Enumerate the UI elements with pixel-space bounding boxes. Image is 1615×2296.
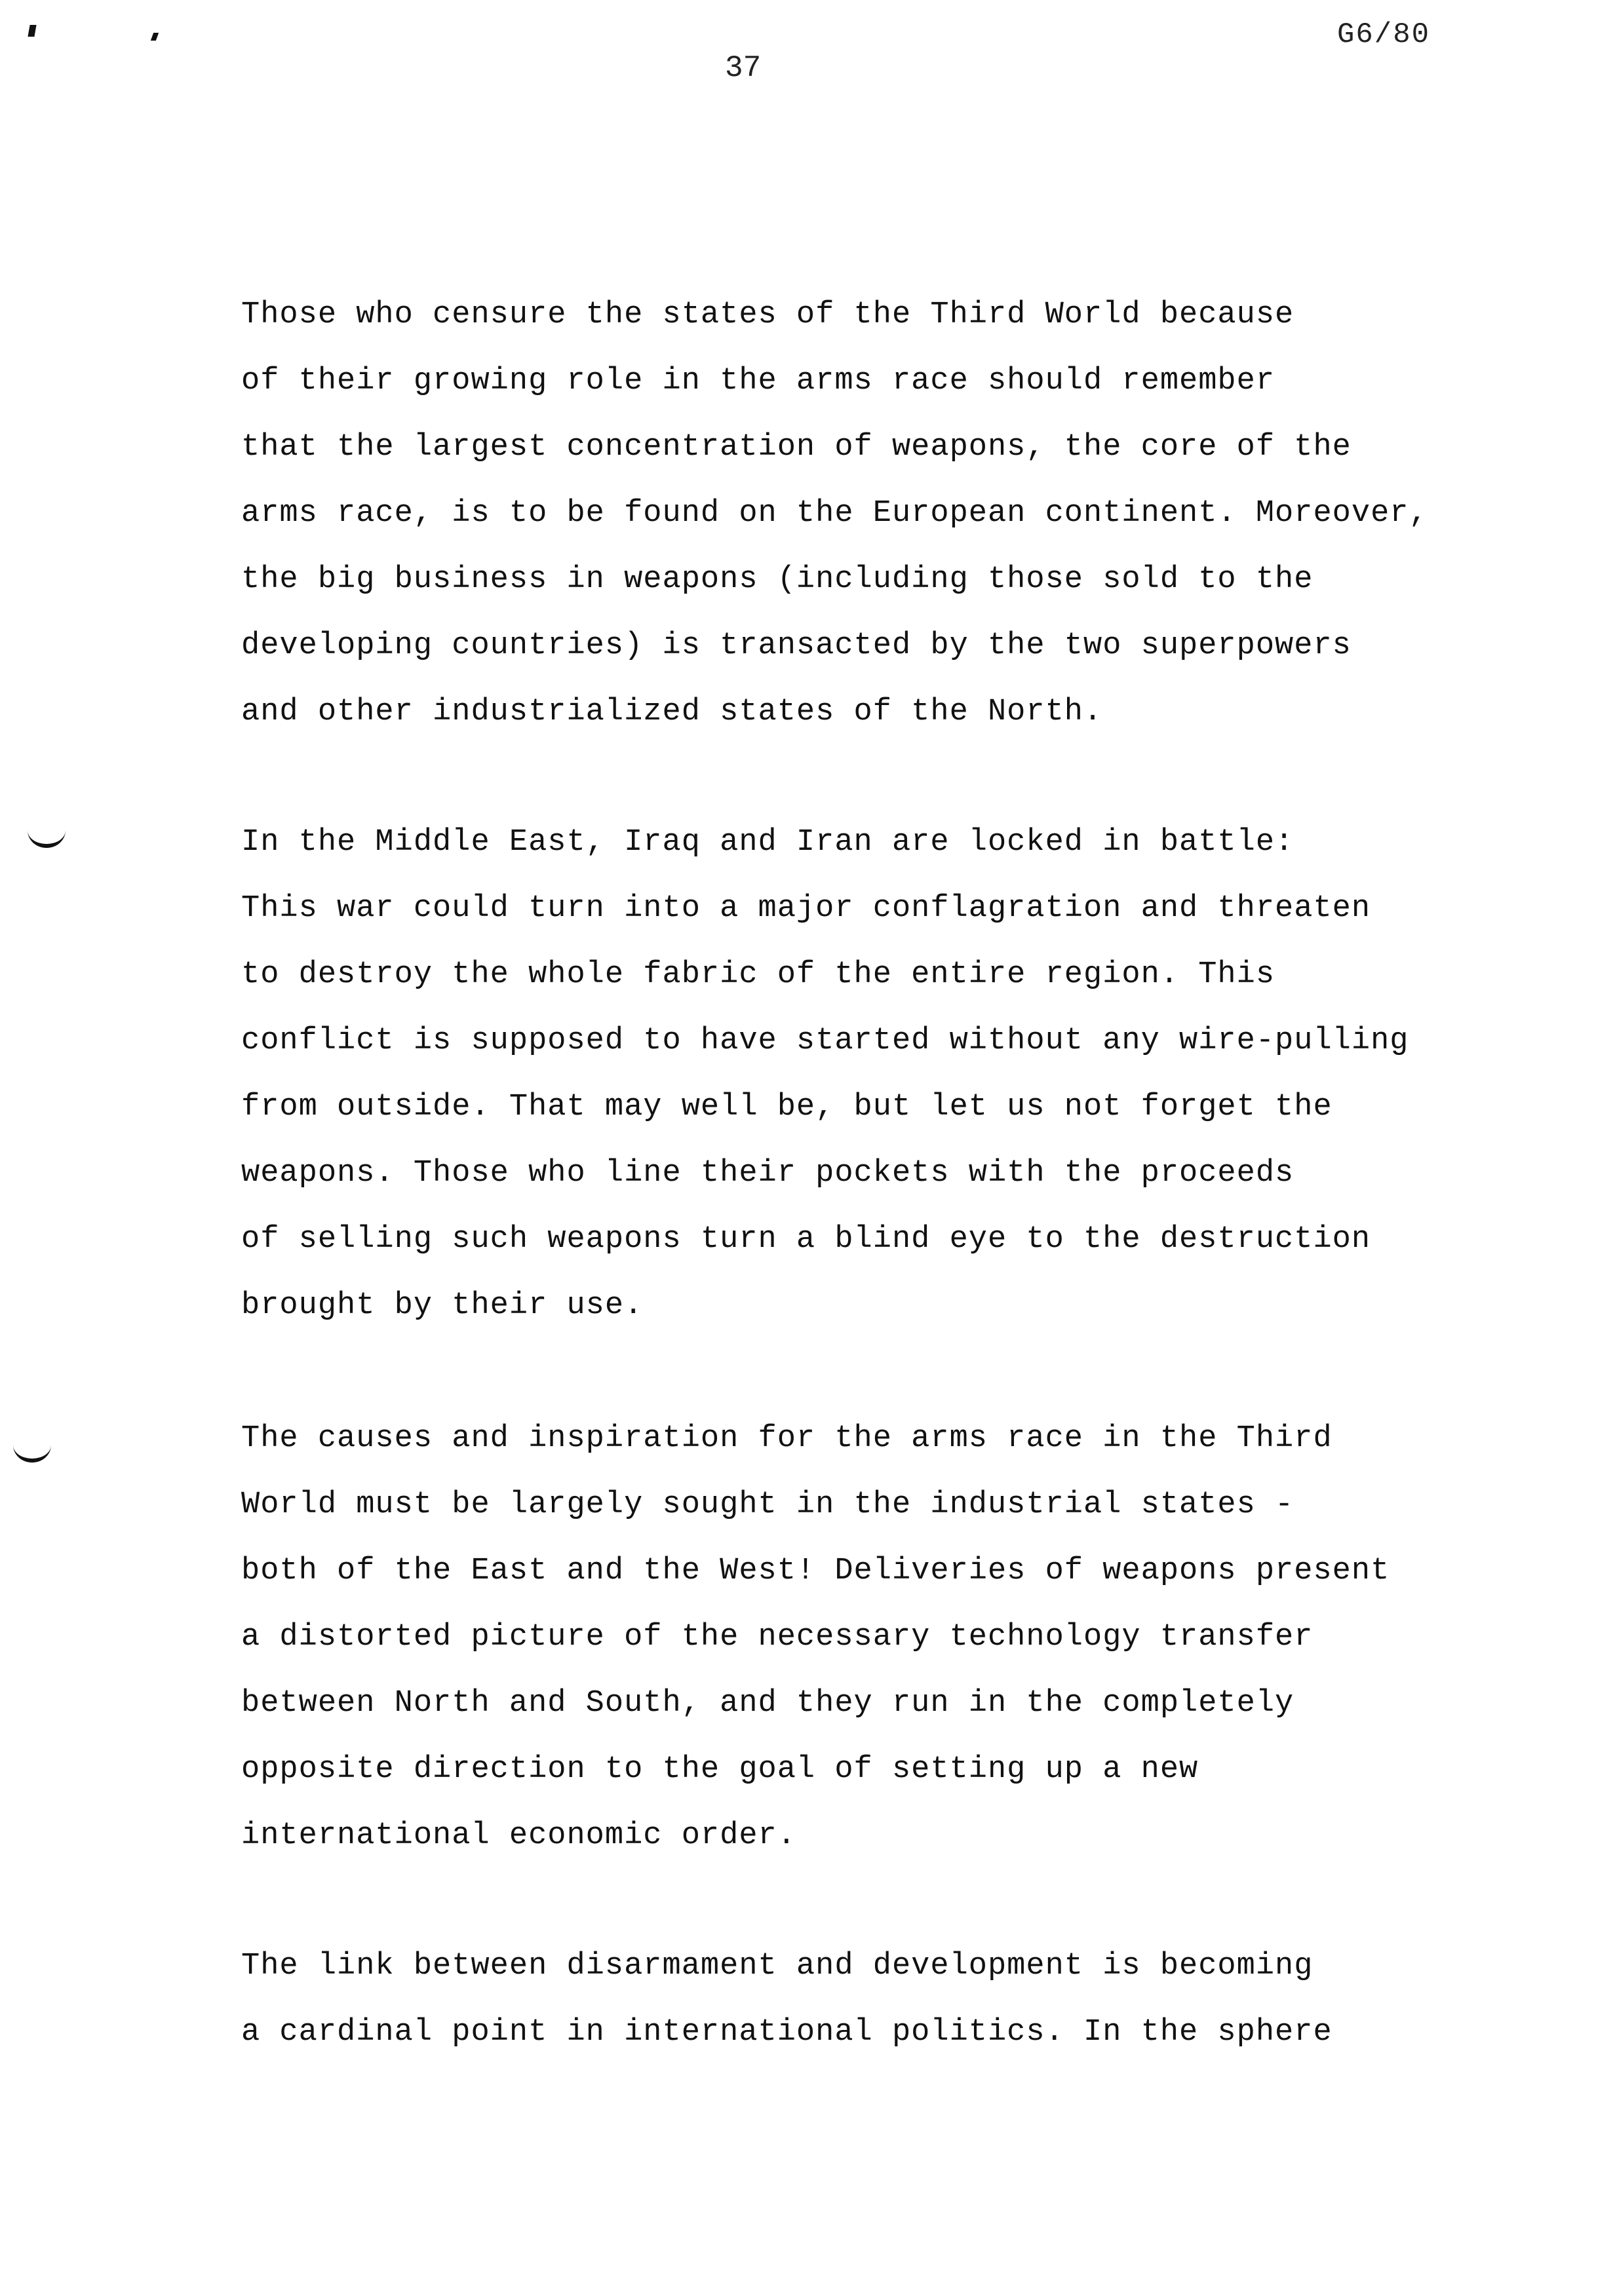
text-line: World must be largely sought in the industrial states - bbox=[241, 1487, 1294, 1522]
margin-mark bbox=[13, 1442, 51, 1463]
paragraph-1 bbox=[241, 282, 1526, 745]
paragraph-4 bbox=[241, 1933, 1526, 2065]
text-line: Those who censure the states of the Third World because bbox=[241, 297, 1294, 332]
text-line: developing countries) is transacted by the two superpowers bbox=[241, 628, 1352, 663]
text-line: that the largest concentration of weapons, the core of the bbox=[241, 430, 1352, 465]
paragraph-2 bbox=[241, 809, 1526, 1339]
text-line: a cardinal point in international politics. In the sphere bbox=[241, 2015, 1333, 2050]
text-line: weapons. Those who line their pockets with the proceeds bbox=[241, 1156, 1294, 1191]
binding-mark-1 bbox=[28, 25, 36, 37]
text-line: The link between disarmament and development is becoming bbox=[241, 1949, 1313, 1983]
text-line: In the Middle East, Iraq and Iran are locked in battle: bbox=[241, 825, 1294, 860]
text-line: conflict is supposed to have started without any wire-pulling bbox=[241, 1024, 1409, 1058]
margin-mark bbox=[28, 827, 66, 848]
text-line: a distorted picture of the necessary technology transfer bbox=[241, 1620, 1313, 1655]
binding-mark-2 bbox=[151, 33, 159, 41]
text-line: between North and South, and they run in the completely bbox=[241, 1686, 1294, 1721]
text-line: to destroy the whole fabric of the entire region. This bbox=[241, 957, 1275, 992]
text-line: brought by their use. bbox=[241, 1288, 644, 1323]
text-line: international economic order. bbox=[241, 1818, 796, 1853]
text-line: arms race, is to be found on the European continent. Moreover, bbox=[241, 496, 1428, 531]
text-line: the big business in weapons (including those sold to the bbox=[241, 562, 1313, 597]
text-line: and other industrialized states of the North. bbox=[241, 695, 1103, 729]
text-line: both of the East and the West! Deliveries of weapons present bbox=[241, 1554, 1390, 1588]
text-line: The causes and inspiration for the arms race in the Third bbox=[241, 1421, 1333, 1456]
text-line: of their growing role in the arms race should remember bbox=[241, 364, 1275, 398]
text-line: This war could turn into a major conflagration and threaten bbox=[241, 891, 1371, 926]
document-reference: G6/80 bbox=[1337, 18, 1431, 51]
page-number: 37 bbox=[725, 51, 762, 85]
text-line: opposite direction to the goal of setting up a new bbox=[241, 1752, 1199, 1787]
paragraph-3 bbox=[241, 1406, 1526, 1869]
text-line: of selling such weapons turn a blind eye to the destruction bbox=[241, 1222, 1371, 1257]
text-line: from outside. That may well be, but let us not forget the bbox=[241, 1090, 1333, 1124]
